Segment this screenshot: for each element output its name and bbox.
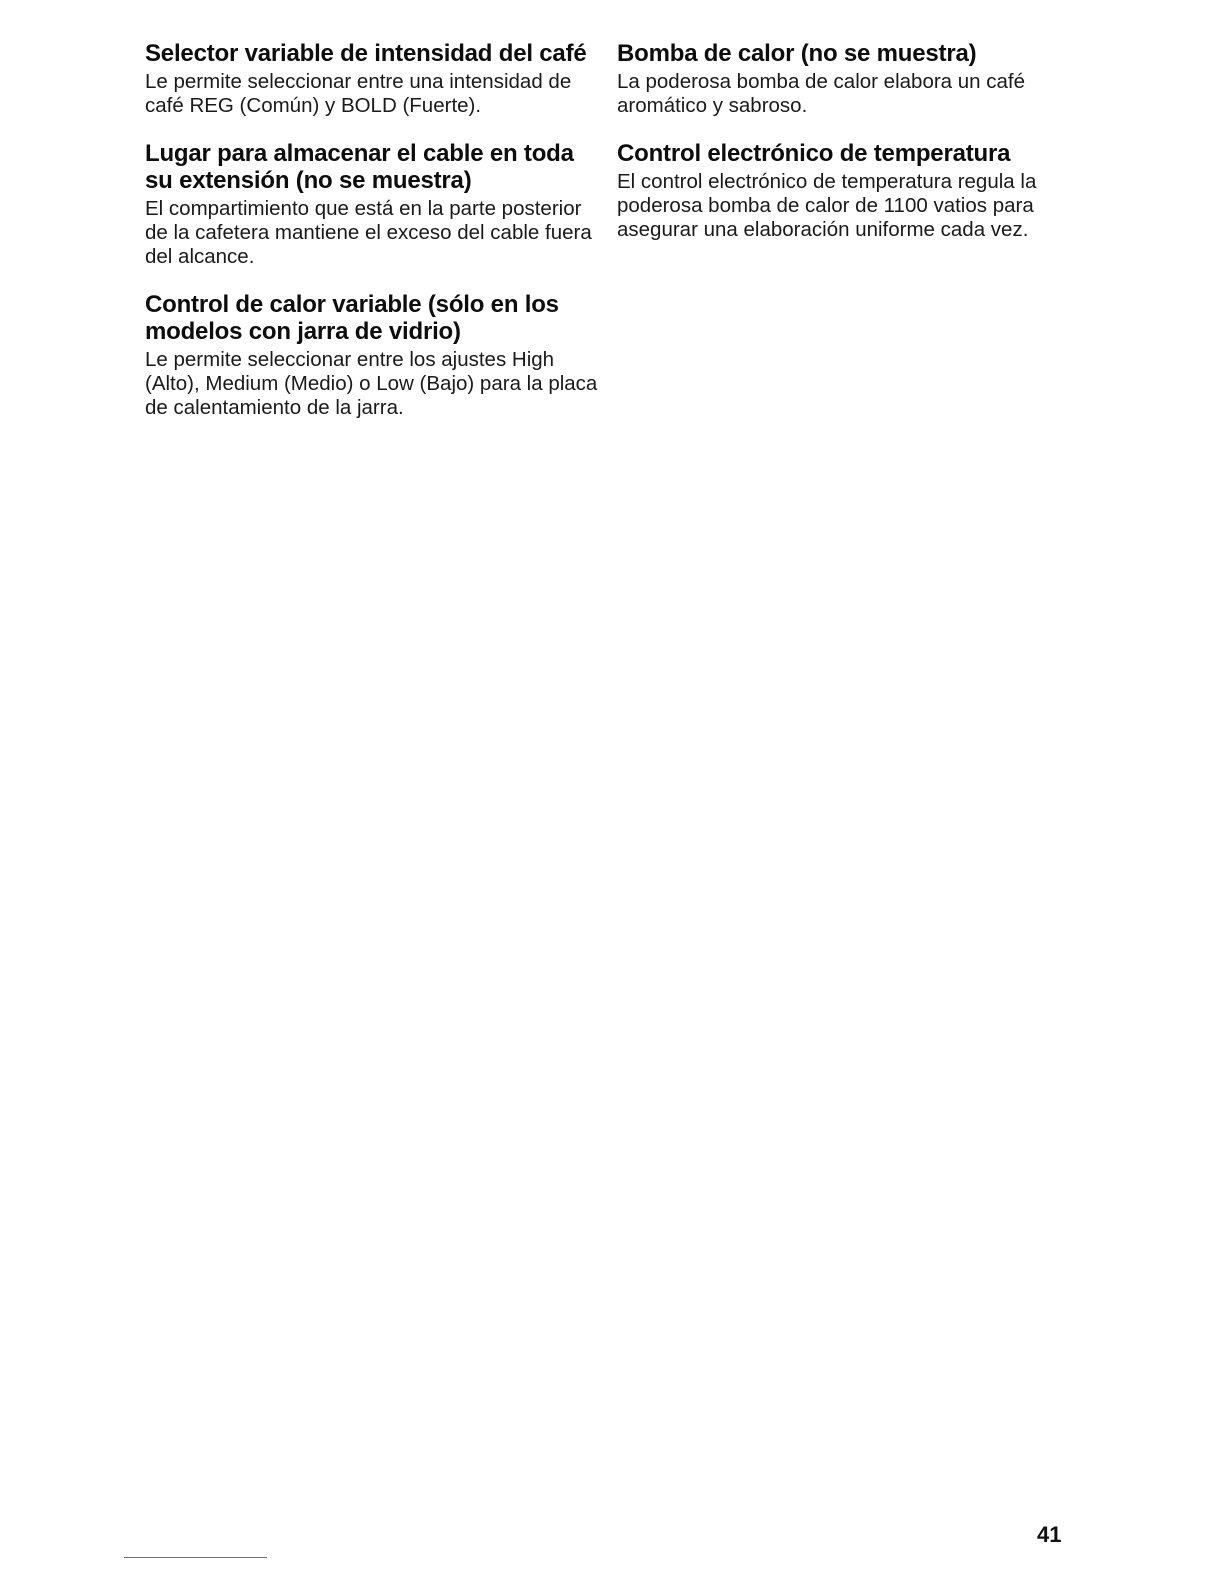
section-heading: Selector variable de intensidad del café (145, 40, 587, 67)
section-body: Le permite seleccionar entre los ajustes High (Alto), Medium (Medio) o Low (Bajo) para la placa de calentamiento de la jarra. (145, 348, 598, 419)
right-column (617, 40, 1087, 264)
section-heading: Control electrónico de temperatura (617, 140, 1011, 167)
section-cord-storage (145, 140, 605, 269)
section-body: El control electrónico de temperatura regula la poderosa bomba de calor de 1100 vatios para asegurar una elaboración uniforme cada vez. (617, 170, 1037, 241)
section-variable-heat-control (145, 291, 605, 420)
section-electronic-temperature-control (617, 140, 1087, 242)
section-coffee-strength-selector (145, 40, 605, 118)
section-body: El compartimiento que está en la parte posterior de la cafetera mantiene el exceso del cable fuera del alcance. (145, 197, 592, 268)
section-body: Le permite seleccionar entre una intensidad de café REG (Común) y BOLD (Fuerte). (145, 70, 572, 117)
section-heading: Lugar para almacenar el cable en toda su extensión (no se muestra) (145, 140, 574, 194)
bottom-divider (124, 1557, 267, 1558)
left-column (145, 40, 605, 442)
section-heading: Bomba de calor (no se muestra) (617, 40, 977, 67)
section-heading: Control de calor variable (sólo en los modelos con jarra de vidrio) (145, 291, 559, 345)
page-number: 41 (1037, 1522, 1062, 1547)
section-heat-pump (617, 40, 1087, 118)
section-body: La poderosa bomba de calor elabora un café aromático y sabroso. (617, 70, 1026, 117)
